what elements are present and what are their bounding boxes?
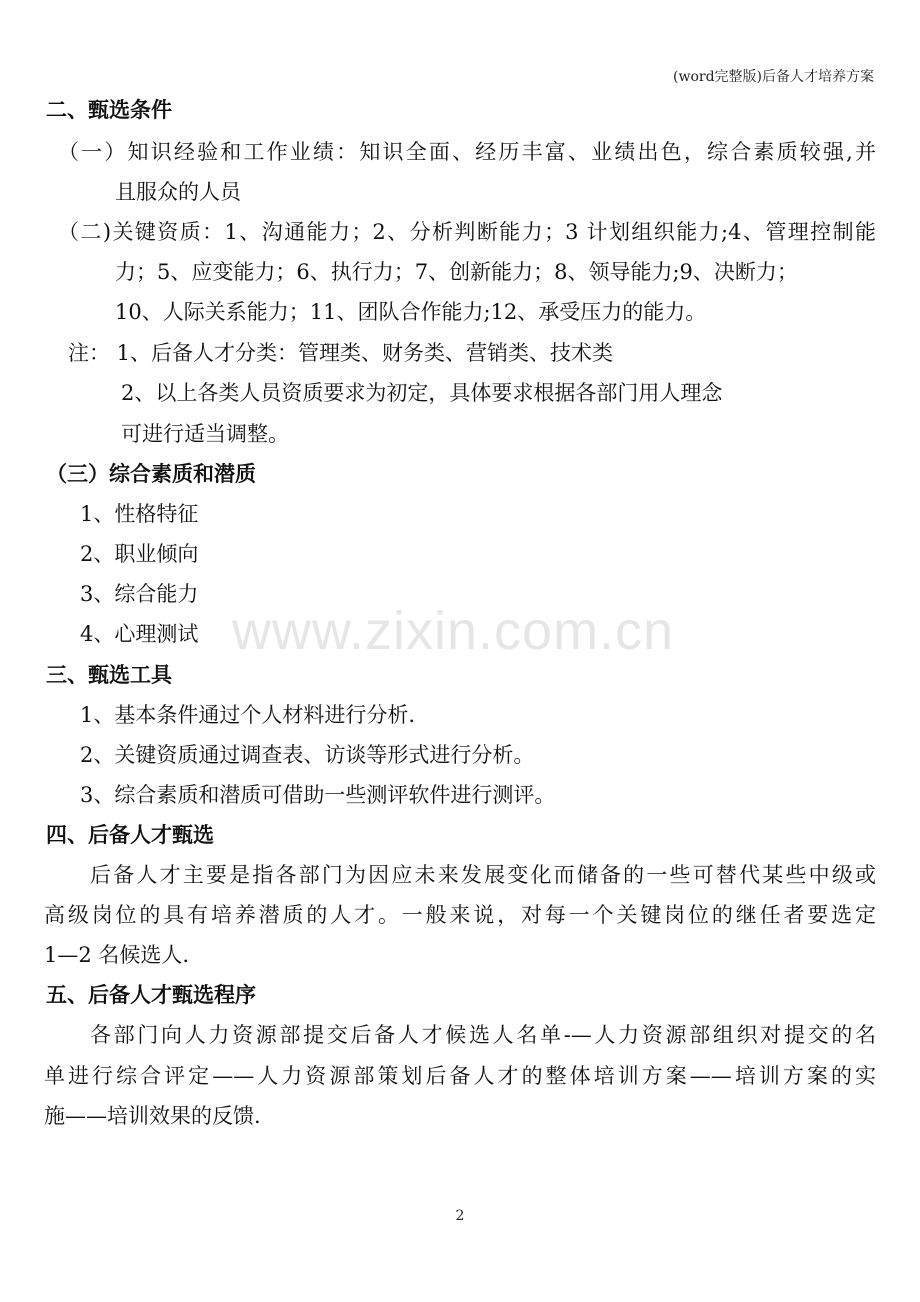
- paragraph-line: （一）知识经验和工作业绩：知识全面、经历丰富、业绩出色，综合素质较强,并: [58, 140, 876, 164]
- paragraph-line: （二)关键资质：1、沟通能力；2、分析判断能力；3 计划组织能力;4、管理控制能: [58, 220, 876, 244]
- paragraph-line: 且服众的人员: [115, 180, 241, 204]
- paragraph-line: 高级岗位的具有培养潜质的人才。一般来说，对每一个关键岗位的继任者要选定: [44, 903, 876, 927]
- section-heading-4: 四、后备人才甄选: [46, 822, 214, 847]
- paragraph-line: 单进行综合评定——人力资源部策划后备人才的整体培训方案——培训方案的实: [44, 1064, 876, 1088]
- paragraph-line: 力；5、应变能力；6、执行力；7、创新能力；8、领导能力;9、决断力；: [115, 260, 798, 284]
- list-item: 4、心理测试: [80, 622, 199, 646]
- document-header: (word完整版)后备人才培养方案: [673, 69, 874, 85]
- paragraph-line: 后备人才主要是指各部门为因应未来发展变化而储备的一些可替代某些中级或: [90, 863, 876, 887]
- paragraph-line: 各部门向人力资源部提交后备人才候选人名单-—人力资源部组织对提交的名: [90, 1023, 876, 1047]
- watermark: www.zixin.com.cn: [232, 601, 675, 661]
- note-line: 2、以上各类人员资质要求为初定，具体要求根据各部门用人理念: [121, 381, 723, 405]
- section-heading-2: 二、甄选条件: [46, 97, 172, 122]
- page-number: 2: [455, 1208, 465, 1224]
- list-item: 3、综合能力: [80, 582, 199, 606]
- paragraph-line: 施——培训效果的反馈.: [44, 1104, 261, 1128]
- list-item: 2、职业倾向: [80, 542, 199, 566]
- section-heading-3: 三、甄选工具: [46, 662, 172, 687]
- list-item: 2、关键资质通过调查表、访谈等形式进行分析。: [80, 743, 535, 767]
- section-heading-5: 五、后备人才甄选程序: [46, 982, 256, 1007]
- subsection-heading: （三）综合素质和潜质: [46, 461, 256, 486]
- list-item: 1、基本条件通过个人材料进行分析.: [80, 703, 416, 727]
- note-line: 注： 1、后备人才分类：管理类、财务类、营销类、技术类: [68, 341, 614, 365]
- paragraph-line: 10、人际关系能力；11、团队合作能力;12、承受压力的能力。: [115, 300, 707, 324]
- paragraph-line: 1—2 名候选人.: [44, 943, 190, 967]
- list-item: 1、性格特征: [80, 502, 199, 526]
- list-item: 3、综合素质和潜质可借助一些测评软件进行测评。: [80, 783, 556, 807]
- note-line: 可进行适当调整。: [121, 422, 289, 446]
